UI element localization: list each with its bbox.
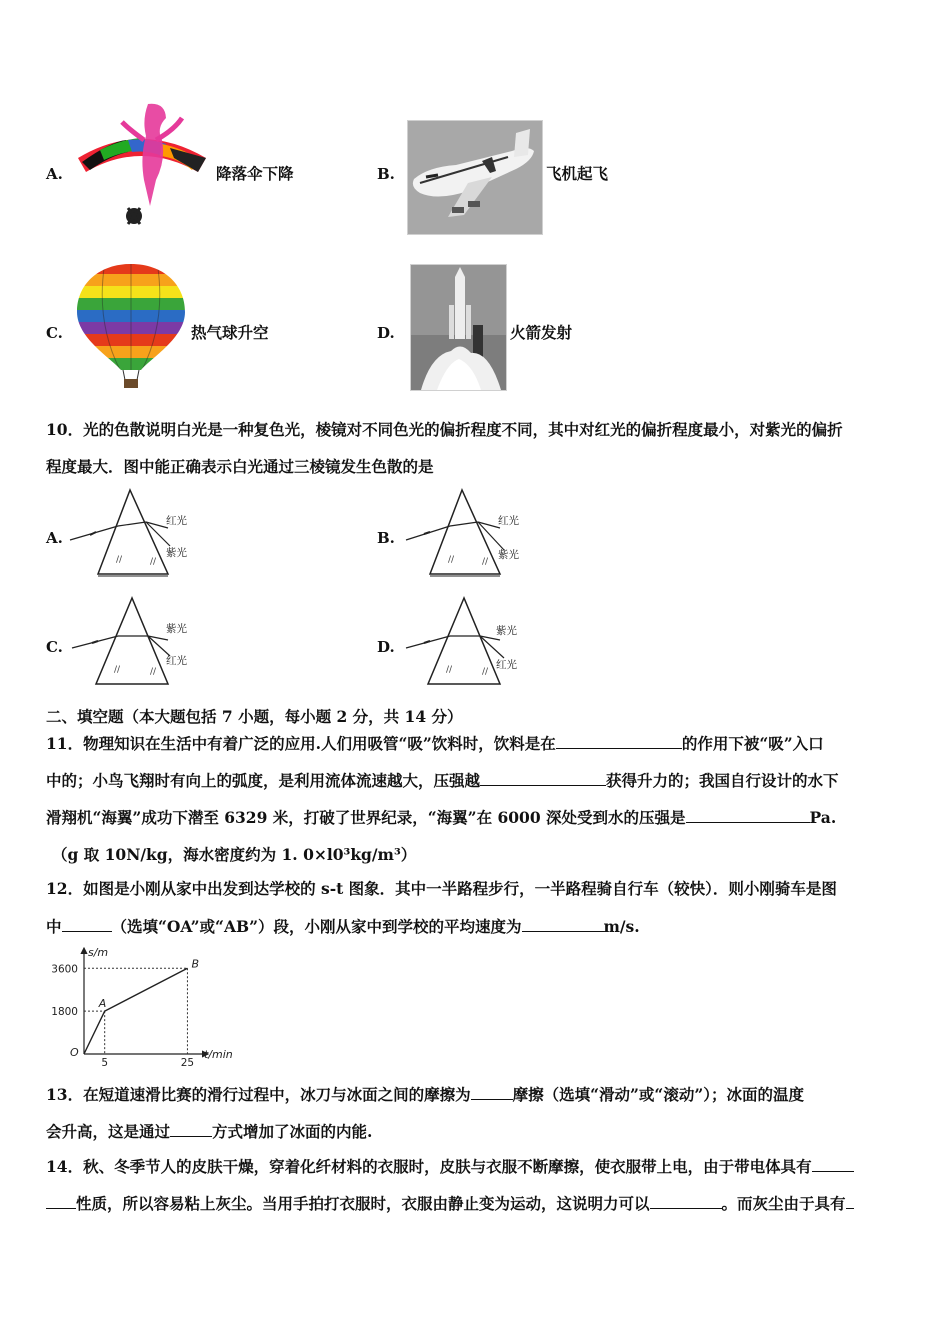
ray-label-top: 红光 [166, 515, 187, 527]
hot-air-balloon-image [75, 262, 187, 390]
q13-text: 方式增加了冰面的内能. [212, 1122, 373, 1141]
q10-text-line2: 程度最大．图中能正确表示白光通过三棱镜发生色散的是 [46, 457, 434, 476]
prism-diagram-c [68, 596, 203, 688]
ray-label-top: 紫光 [496, 625, 517, 637]
y-axis-label: s/m [88, 946, 109, 959]
option-letter: A. [46, 165, 63, 183]
q13-text: 13．在短道速滑比赛的滑行过程中，冰刀与冰面之间的摩擦为 [46, 1085, 471, 1104]
answer-blank[interactable] [812, 1157, 854, 1172]
answer-blank[interactable] [471, 1085, 513, 1100]
airplane-image [407, 120, 543, 235]
q14-text: 性质，所以容易粘上灰尘。当用手拍打衣服时，衣服由静止变为运动，这说明力可以 [76, 1194, 650, 1213]
q14-text: 。而灰尘由于具有 [721, 1194, 846, 1213]
q12-text: 中 [46, 917, 62, 936]
q11-line4: （g 取 10N/kg，海水密度约为 1. 0×l0³kg/m³） [52, 845, 417, 864]
parachute-image [70, 100, 212, 235]
answer-blank[interactable] [846, 1194, 854, 1209]
x-tick-label: 5 [101, 1057, 109, 1066]
svg-text://: // [150, 667, 157, 677]
option-caption: 降落伞下降 [216, 164, 294, 183]
svg-text://: // [482, 667, 489, 677]
rocket-launch-image [410, 264, 507, 391]
q11-text: 获得升力的；我国自行设计的水下 [606, 771, 839, 790]
svg-text://: // [114, 665, 121, 675]
svg-text://: // [482, 557, 489, 567]
svg-text://: // [150, 557, 157, 567]
point-label-b: B [191, 957, 199, 971]
answer-blank[interactable] [686, 808, 810, 823]
option-caption: 飞机起飞 [546, 164, 609, 183]
answer-blank[interactable] [480, 771, 606, 786]
option-letter: A. [46, 529, 63, 547]
ray-label-bottom: 红光 [166, 655, 187, 667]
option-caption: 火箭发射 [510, 323, 573, 342]
svg-text://: // [116, 555, 123, 565]
ray-label-bottom: 紫光 [498, 549, 519, 561]
ray-label-bottom: 紫光 [166, 547, 187, 559]
q12-text: m/s. [603, 917, 640, 936]
q11-line3 [46, 808, 836, 828]
ray-label-top: 紫光 [166, 623, 187, 635]
q14-line2 [46, 1194, 854, 1214]
q14-text: 14．秋、冬季节人的皮肤干燥，穿着化纤材料的衣服时，皮肤与衣服不断摩擦，使衣服带上电，由于带电体具有 [46, 1157, 812, 1176]
y-tick-label: 3600 [51, 963, 78, 976]
option-caption: 热气球升空 [191, 323, 269, 342]
q14-line1 [46, 1157, 854, 1177]
point-label-o: O [70, 1046, 79, 1059]
svg-text://: // [448, 555, 455, 565]
q11-text: 的作用下被“吸”入口 [681, 734, 824, 753]
q13-text: 会升高，这是通过 [46, 1122, 171, 1141]
section-title: 二、填空题（本大题包括 7 小题，每小题 2 分，共 14 分） [46, 707, 463, 726]
option-letter: D. [377, 638, 395, 656]
q13-line2 [46, 1122, 372, 1142]
q12-text: （选填“OA”或“AB”）段，小刚从家中到学校的平均速度为 [111, 917, 522, 936]
q11-line1 [46, 734, 824, 754]
option-letter: B. [377, 529, 395, 547]
q11-text: 11．物理知识在生活中有着广泛的应用.人们用吸管“吸”饮料时，饮料是在 [46, 734, 556, 753]
answer-blank[interactable] [46, 1194, 76, 1209]
q10-text-line1: 10．光的色散说明白光是一种复色光，棱镜对不同色光的偏折程度不同，其中对红光的偏折程度最小，对紫光的偏折 [46, 420, 843, 439]
ray-label-bottom: 红光 [496, 659, 517, 671]
y-tick-label: 1800 [51, 1006, 78, 1019]
prism-diagram-b [400, 488, 535, 580]
x-axis-label: t/min [204, 1048, 233, 1061]
q11-text: Pa. [809, 808, 837, 827]
option-letter: D. [377, 324, 395, 342]
option-letter: C. [46, 638, 63, 656]
s-t-graph [40, 942, 250, 1066]
series-line [84, 968, 187, 1054]
svg-text://: // [446, 665, 453, 675]
q11-line2 [46, 771, 839, 791]
answer-blank[interactable] [522, 917, 604, 932]
answer-blank[interactable] [650, 1194, 722, 1209]
answer-blank[interactable] [170, 1122, 212, 1137]
ray-label-top: 红光 [498, 515, 519, 527]
q13-text: 摩擦（选填“滑动”或“滚动”）；冰面的温度 [512, 1085, 804, 1104]
answer-blank[interactable] [62, 917, 112, 932]
point-label-a: A [98, 997, 107, 1011]
q13-line1 [46, 1085, 804, 1105]
prism-diagram-d [400, 596, 535, 688]
q11-text: 中的；小鸟飞翔时有向上的弧度，是利用流体流速越大，压强越 [46, 771, 481, 790]
option-letter: C. [46, 324, 63, 342]
option-letter: B. [377, 165, 395, 183]
q12-line1: 12．如图是小刚从家中出发到达学校的 s-t 图象．其中一半路程步行，一半路程骑自行车（较快）．则小刚骑车是图 [46, 879, 837, 898]
q11-text: 滑翔机“海翼”成功下潜至 6329 米，打破了世界纪录，“海翼”在 6000 深处受到水的压强是 [46, 808, 686, 827]
answer-blank[interactable] [556, 734, 682, 749]
q12-line2 [46, 917, 640, 937]
prism-diagram-a [68, 488, 203, 580]
x-tick-label: 25 [180, 1057, 195, 1066]
